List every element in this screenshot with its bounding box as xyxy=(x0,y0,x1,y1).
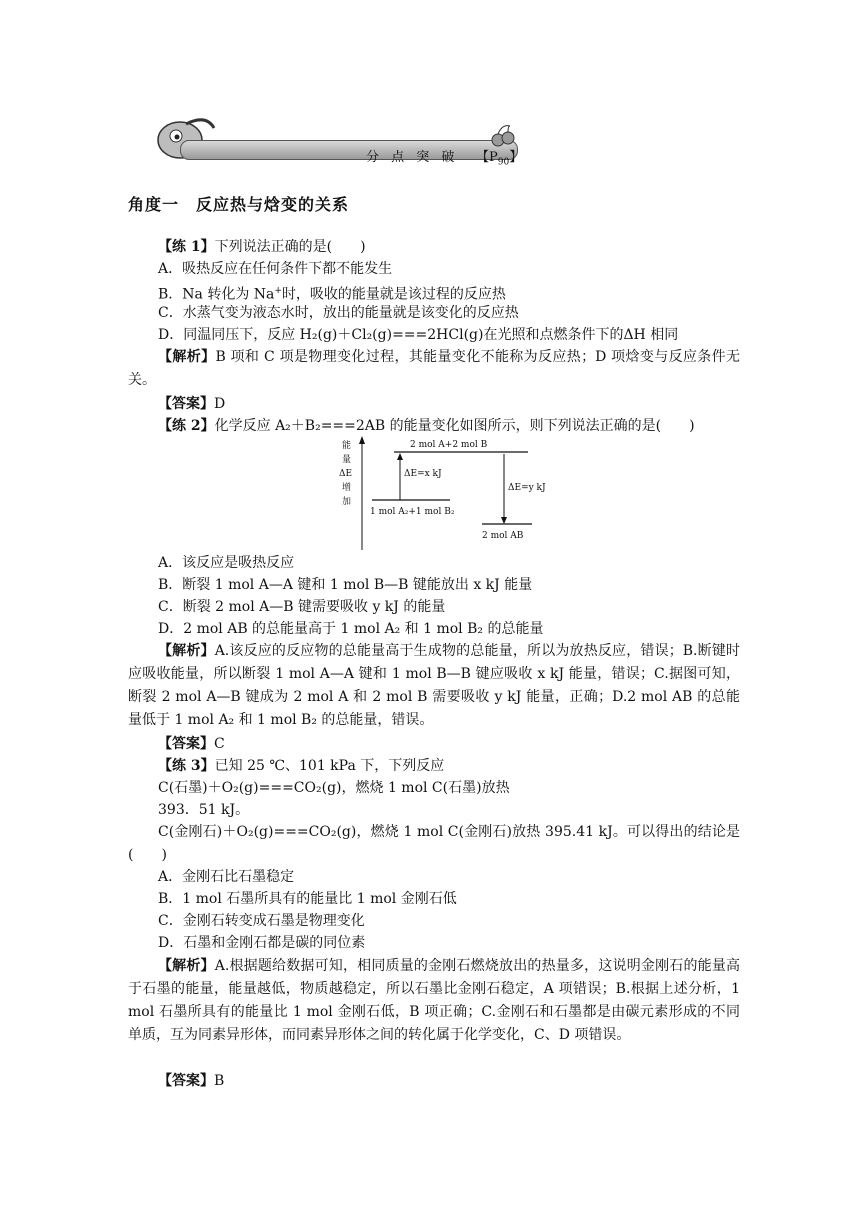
level-top-label: 2 mol A+2 mol B xyxy=(410,440,488,450)
q1-option-a: A．吸热反应在任何条件下都不能发生 xyxy=(158,261,393,277)
arrow-left-head xyxy=(397,453,403,460)
q2-option-a: A．该反应是吸热反应 xyxy=(158,555,295,571)
arrow-right-head xyxy=(501,517,507,524)
q1-option-b: B．Na 转化为 Na+时，吸收的能量就是该过程的反应热 xyxy=(158,286,506,303)
q1-option-d: D．同温同压下，反应 H₂(g)＋Cl₂(g)===2HCl(g)在光照和点燃条件下的ΔH 相同 xyxy=(158,327,679,343)
q3-reaction-1-heat: 393．51 kJ。 xyxy=(158,802,250,818)
q2-option-c: C．断裂 2 mol A—B 键需要吸收 y kJ 的能量 xyxy=(158,599,446,615)
q3-answer: 【答案】B xyxy=(158,1073,225,1089)
y-axis-arrowhead xyxy=(359,436,365,444)
y-axis-label-3: ΔE xyxy=(339,469,353,479)
q2-answer: 【答案】C xyxy=(158,736,225,752)
level-bottom-label: 2 mol AB xyxy=(482,531,524,541)
q3-reaction-2: C(金刚石)＋O₂(g)===CO₂(g)，燃烧 1 mol C(金刚石)放热 395.41 kJ。可以得出的结论是( ) xyxy=(128,824,740,863)
q3-analysis: 【解析】A.根据题给数据可知，相同质量的金刚石燃烧放出的热量多，这说明金刚石的能量高于石墨的能量，能量越低，物质越稳定，所以石墨比金刚石稳定，A 项错误；B.根据上述分析，1 mol 石墨所具有的能量比 1 mol 金刚石低，B 项正确；C.金刚石和石墨都是由碳元素形成的不同单质，互为同素异形体，而同素异形体之间的转化属于化学变化，C、D 项错误。 xyxy=(128,958,741,1043)
y-axis-label-4: 增 xyxy=(342,483,352,493)
q2-option-b: B．断裂 1 mol A—A 键和 1 mol B—B 键能放出 x kJ 能量 xyxy=(158,577,533,593)
banner-bar xyxy=(180,140,518,160)
y-axis-label-5: 加 xyxy=(342,497,352,507)
q3-stem: 【练 3】已知 25 ℃、101 kPa 下，下列反应 xyxy=(158,758,445,774)
q1-analysis: 【解析】B 项和 C 项是物理变化过程，其能量变化不能称为反应热；D 项焓变与反应条件无关。 xyxy=(128,349,740,388)
banner-title: 分 点 突 破 xyxy=(366,150,459,165)
arrow-right-label: ΔE=y kJ xyxy=(508,483,546,493)
arrow-left-label: ΔE=x kJ xyxy=(404,469,442,479)
q2-analysis: 【解析】A.该反应的反应物的总能量高于生成物的总能量，所以为放热反应，错误；B.断键时应吸收能量，所以断裂 1 mol A—A 键和 1 mol B—B 键应吸收 x kJ 能量，错误；C.据图可知，断裂 2 mol A—B 键成为 2 mol A 和 2 mol B 需要吸收 y kJ 能量，正确；D.2 mol AB 的总能量低于 1 mol A₂ 和 1 mol B₂ 的总能量，错误。 xyxy=(128,643,740,728)
q1-option-c: C．水蒸气变为液态水时，放出的能量就是该变化的反应热 xyxy=(158,305,519,321)
y-axis-label-1: 能 xyxy=(342,441,352,451)
level-left-label: 1 mol A₂+1 mol B₂ xyxy=(370,507,455,517)
q1-answer: 【答案】D xyxy=(158,396,226,412)
q3-reaction-1: C(石墨)＋O₂(g)===CO₂(g)，燃烧 1 mol C(石墨)放热 xyxy=(158,780,510,796)
q3-option-b: B．1 mol 石墨所具有的能量比 1 mol 金刚石低 xyxy=(158,891,457,907)
q1-stem: 【练 1】下列说法正确的是( ) xyxy=(158,239,366,255)
q3-option-d: D．石墨和金刚石都是碳的同位素 xyxy=(158,935,366,951)
energy-level-diagram xyxy=(332,436,572,552)
page-reference: 【$P_{90}$】 xyxy=(476,150,523,168)
q2-option-d: D．2 mol AB 的总能量高于 1 mol A₂ 和 1 mol B₂ 的总能量 xyxy=(158,621,544,637)
q2-stem: 【练 2】化学反应 A₂＋B₂===2AB 的能量变化如图所示，则下列说法正确的是( ) xyxy=(158,418,695,434)
q3-option-c: C．金刚石转变成石墨是物理变化 xyxy=(158,913,365,929)
q3-option-a: A．金刚石比石墨稳定 xyxy=(158,869,295,885)
section-title: 角度一 反应热与焓变的关系 xyxy=(128,195,350,214)
cherry-icon xyxy=(488,122,518,148)
y-axis-label-2: 量 xyxy=(342,455,352,465)
